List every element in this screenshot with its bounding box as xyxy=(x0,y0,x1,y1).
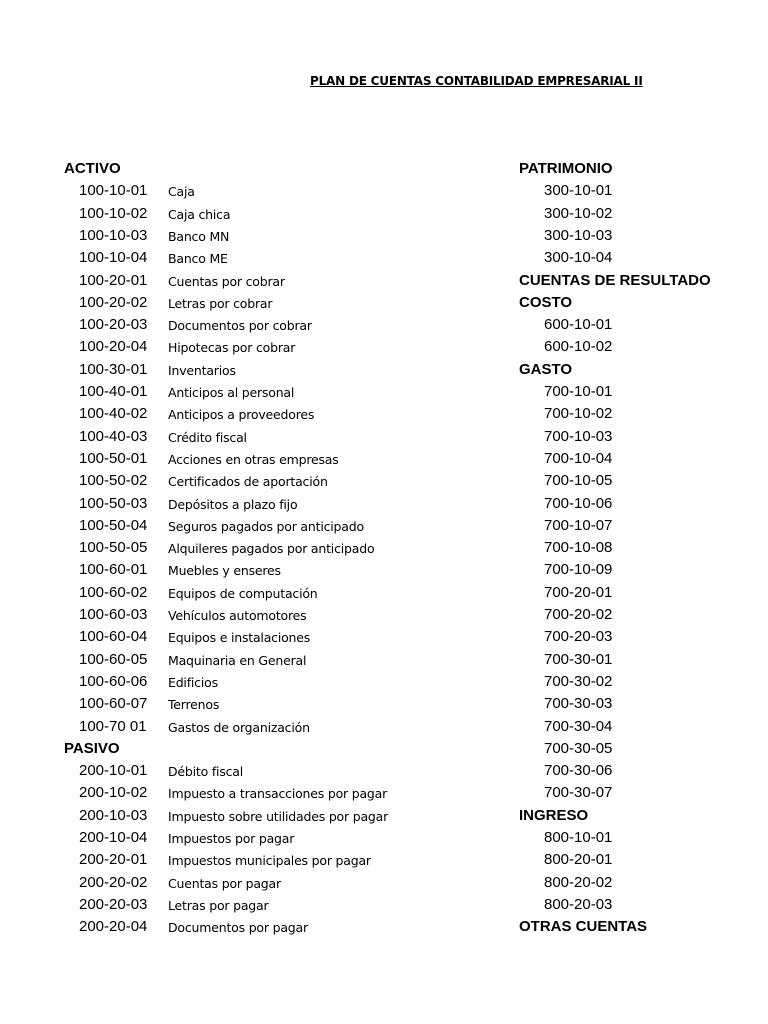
account-name: Cuentas por pagar xyxy=(168,875,281,891)
account-code: 700-20-01 xyxy=(544,583,613,601)
account-code: 700-10-07 xyxy=(544,516,613,534)
section-header: CUENTAS DE RESULTADO xyxy=(519,271,711,289)
account-name: Equipos e instalaciones xyxy=(168,630,311,646)
account-code: 100-50-03 xyxy=(79,494,148,512)
account-code: 700-20-03 xyxy=(544,628,613,646)
account-code: 100-50-02 xyxy=(79,472,148,490)
account-name: Seguros pagados por anticipado xyxy=(168,518,364,534)
account-code: 100-60-05 xyxy=(79,650,148,668)
account-name: Letras por cobrar xyxy=(168,295,273,311)
account-code: 100-50-01 xyxy=(79,449,148,467)
account-code: 700-10-06 xyxy=(544,494,613,512)
account-code: 200-20-01 xyxy=(79,851,148,869)
account-name: Equipos de computación xyxy=(168,585,318,601)
account-code: 100-60-03 xyxy=(79,606,148,623)
account-code: 100-10-04 xyxy=(79,249,148,267)
section-header: GASTO xyxy=(519,360,573,378)
account-name: Acciones en otras empresas xyxy=(168,451,339,467)
account-code: 100-60-01 xyxy=(79,561,148,579)
section-header: COSTO xyxy=(519,293,573,311)
account-code: 600-10-02 xyxy=(544,338,613,356)
account-code: 300-10-02 xyxy=(544,204,613,222)
account-code: 800-20-02 xyxy=(544,873,613,891)
account-code: 100-10-01 xyxy=(79,182,148,200)
account-code: 200-10-04 xyxy=(79,829,148,846)
account-name: Edificios xyxy=(168,674,218,690)
account-code: 100-20-04 xyxy=(79,338,148,356)
account-name: Banco MN xyxy=(168,228,230,244)
account-code: 200-10-01 xyxy=(79,762,148,780)
account-name: Impuesto sobre utilidades por pagar xyxy=(168,808,389,824)
account-name: Vehículos automotores xyxy=(168,608,307,623)
account-name: Gastos de organización xyxy=(168,719,310,735)
account-code: 200-10-02 xyxy=(79,784,148,802)
account-name: Caja xyxy=(168,184,195,200)
account-name: Anticipos a proveedores xyxy=(168,407,315,423)
account-code: 100-40-02 xyxy=(79,405,148,423)
account-code: 700-10-09 xyxy=(544,561,613,579)
account-code: 100-20-02 xyxy=(79,293,148,311)
account-code: 100-60-02 xyxy=(79,583,148,601)
account-code: 100-70 01 xyxy=(79,717,147,735)
account-code: 100-30-01 xyxy=(79,360,148,378)
account-code: 700-10-03 xyxy=(544,427,613,445)
account-name: Maquinaria en General xyxy=(168,652,307,668)
account-name: Caja chica xyxy=(168,206,231,222)
account-name: Impuesto a transacciones por pagar xyxy=(168,786,388,802)
account-name: Anticipos al personal xyxy=(168,385,295,400)
account-name: Depósitos a plazo fijo xyxy=(168,496,298,512)
account-code: 300-10-04 xyxy=(544,249,613,267)
account-code: 100-60-04 xyxy=(79,628,148,646)
account-name: Impuestos municipales por pagar xyxy=(168,853,371,869)
account-code: 600-10-01 xyxy=(544,316,613,334)
account-code: 700-10-08 xyxy=(544,539,613,557)
account-code: 200-10-03 xyxy=(79,806,148,824)
account-code: 100-10-03 xyxy=(79,226,148,244)
account-code: 700-10-05 xyxy=(544,472,613,490)
account-code: 700-30-07 xyxy=(544,784,613,802)
account-code: 100-50-05 xyxy=(79,539,148,557)
account-code: 700-20-02 xyxy=(544,606,613,623)
account-code: 700-10-04 xyxy=(544,449,613,467)
account-code: 300-10-03 xyxy=(544,226,613,244)
account-code: 200-20-03 xyxy=(79,895,148,913)
account-name: Débito fiscal xyxy=(168,764,244,780)
section-header-activo: ACTIVO xyxy=(64,160,121,177)
section-header: PATRIMONIO xyxy=(519,160,613,177)
account-name: Muebles y enseres xyxy=(168,563,281,579)
account-code: 100-20-03 xyxy=(79,316,148,334)
account-code: 100-50-04 xyxy=(79,516,148,534)
account-name: Inventarios xyxy=(168,362,236,378)
account-name: Documentos por pagar xyxy=(168,920,308,936)
account-name: Crédito fiscal xyxy=(168,429,247,445)
account-code: 200-20-04 xyxy=(79,918,148,936)
account-name: Cuentas por cobrar xyxy=(168,273,285,289)
account-code: 700-30-01 xyxy=(544,650,613,668)
account-code: 700-30-03 xyxy=(544,695,613,713)
account-code: 800-10-01 xyxy=(544,829,613,846)
account-name: Hipotecas por cobrar xyxy=(168,340,296,356)
account-code: 100-40-03 xyxy=(79,427,148,445)
account-name: Alquileres pagados por anticipado xyxy=(168,541,375,557)
section-header-pasivo: PASIVO xyxy=(64,739,120,757)
account-code: 300-10-01 xyxy=(544,182,613,200)
account-code: 200-20-02 xyxy=(79,873,148,891)
account-name: Letras por pagar xyxy=(168,897,269,913)
account-code: 800-20-01 xyxy=(544,851,613,869)
account-code: 700-30-06 xyxy=(544,762,613,780)
account-code: 700-30-02 xyxy=(544,672,613,690)
account-code: 700-30-05 xyxy=(544,739,613,757)
section-header: INGRESO xyxy=(519,806,589,824)
account-code: 100-20-01 xyxy=(79,271,148,289)
account-name: Terrenos xyxy=(168,697,220,713)
account-code: 100-10-02 xyxy=(79,204,148,222)
account-name: Documentos por cobrar xyxy=(168,318,312,334)
account-code: 700-30-04 xyxy=(544,717,613,735)
account-name: Banco ME xyxy=(168,251,228,267)
account-code: 800-20-03 xyxy=(544,895,613,913)
account-code: 700-10-02 xyxy=(544,405,613,423)
account-code: 100-40-01 xyxy=(79,383,148,400)
page-title: PLAN DE CUENTAS CONTABILIDAD EMPRESARIAL II xyxy=(310,74,643,88)
section-header: OTRAS CUENTAS xyxy=(519,918,648,936)
account-name: Certificados de aportación xyxy=(168,474,328,490)
account-code: 100-60-06 xyxy=(79,672,148,690)
account-name: Impuestos por pagar xyxy=(168,831,295,846)
account-code: 700-10-01 xyxy=(544,383,613,400)
account-code: 100-60-07 xyxy=(79,695,148,713)
